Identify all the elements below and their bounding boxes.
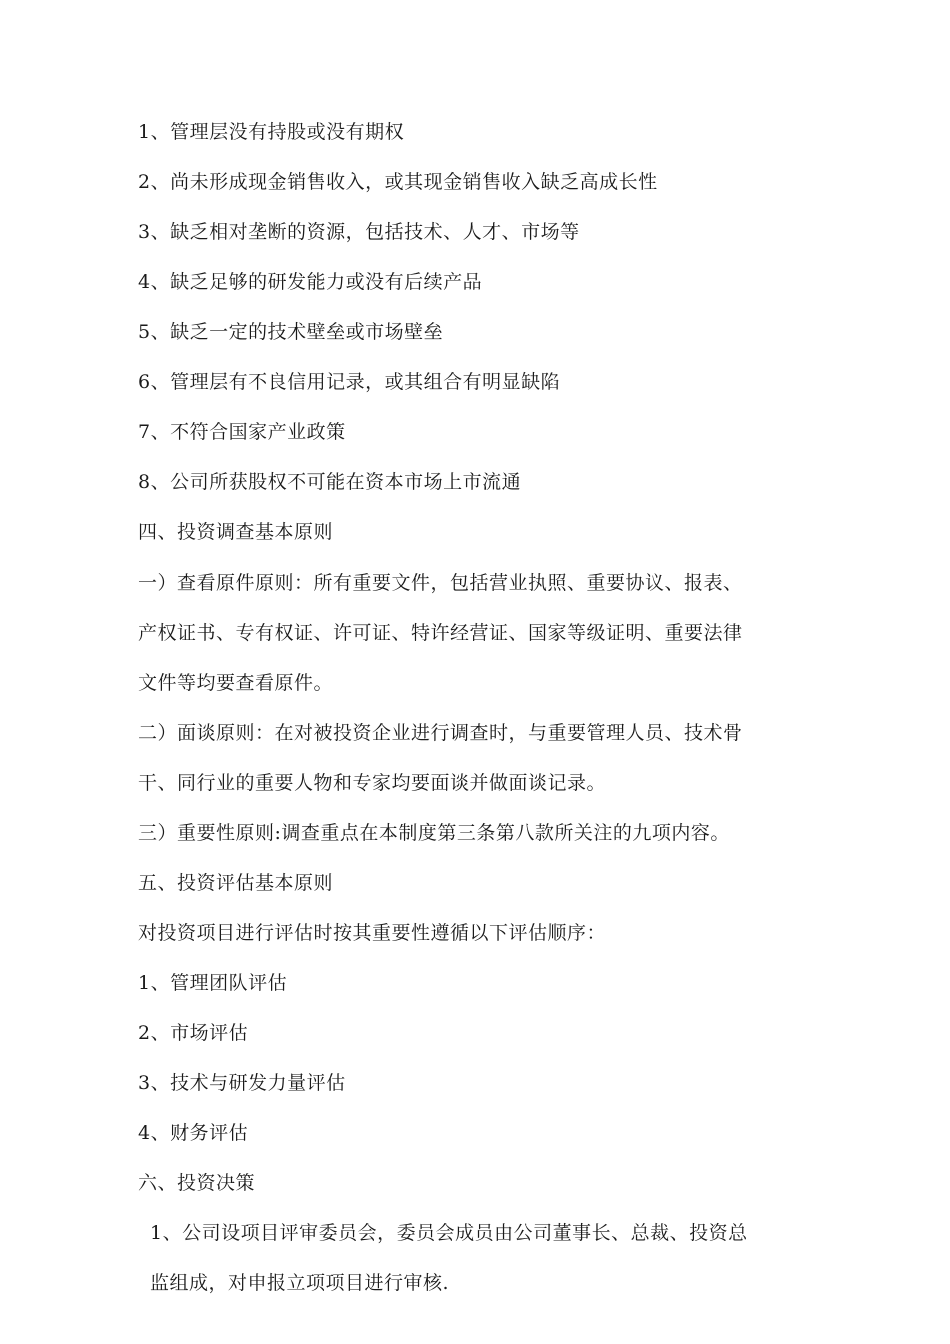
text-line: 对投资项目进行评估时按其重要性遵循以下评估顺序： (138, 922, 607, 944)
text-line: 1、管理团队评估 (138, 972, 288, 994)
text-line: 干、同行业的重要人物和专家均要面谈并做面谈记录。 (138, 772, 607, 794)
text-line: 6、管理层有不良信用记录，或其组合有明显缺陷 (138, 371, 561, 393)
text-line: 二）面谈原则：在对被投资企业进行调查时，与重要管理人员、技术骨 (138, 722, 743, 744)
text-line: 监组成，对申报立项项目进行审核. (150, 1272, 450, 1294)
text-line: 2、市场评估 (138, 1022, 249, 1044)
text-line: 文件等均要查看原件。 (138, 672, 334, 694)
text-line: 2、尚未形成现金销售收入，或其现金销售收入缺乏高成长性 (138, 171, 658, 193)
text-line: 一）查看原件原则：所有重要文件，包括营业执照、重要协议、报表、 (138, 572, 743, 594)
text-line: 三）重要性原则:调查重点在本制度第三条第八款所关注的九项内容。 (138, 822, 730, 844)
text-line: 7、不符合国家产业政策 (138, 421, 346, 443)
text-line: 1、公司设项目评审委员会，委员会成员由公司董事长、总裁、投资总 (150, 1222, 748, 1244)
text-line: 产权证书、专有权证、许可证、特许经营证、国家等级证明、重要法律 (138, 622, 743, 644)
text-line: 5、缺乏一定的技术壁垒或市场壁垒 (138, 321, 444, 343)
section-heading: 五、投资评估基本原则 (138, 872, 334, 894)
text-line: 1、管理层没有持股或没有期权 (138, 121, 405, 143)
text-line: 3、技术与研发力量评估 (138, 1072, 346, 1094)
text-line: 4、缺乏足够的研发能力或没有后续产品 (138, 271, 483, 293)
text-line: 4、财务评估 (138, 1122, 249, 1144)
section-heading: 四、投资调查基本原则 (138, 521, 334, 543)
section-heading: 六、投资决策 (138, 1172, 256, 1194)
text-line: 3、缺乏相对垄断的资源，包括技术、人才、市场等 (138, 221, 580, 243)
text-line: 8、公司所获股权不可能在资本市场上市流通 (138, 471, 522, 493)
